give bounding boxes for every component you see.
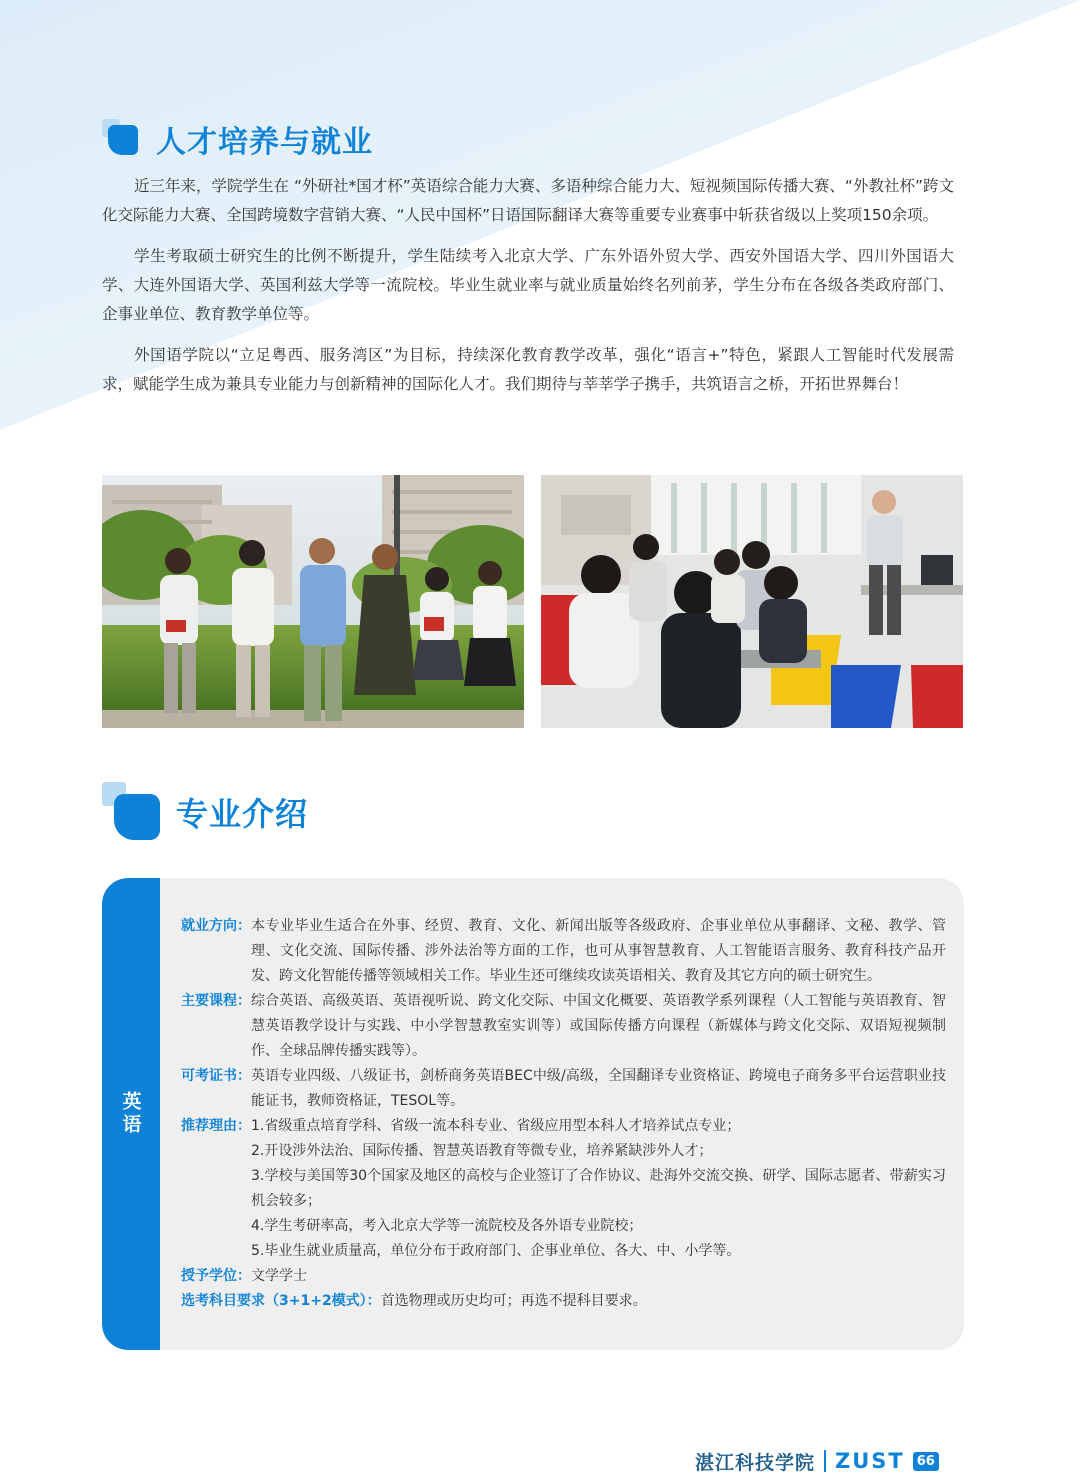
major-details	[181, 914, 946, 1314]
degree-row	[181, 1264, 946, 1289]
classroom-photo	[541, 475, 963, 728]
degree-label: 授予学位：	[181, 1268, 251, 1284]
intro-paragraph-3: 外国语学院以“立足粤西、服务湾区”为目标，持续深化教育教学改革，强化“语言+”特色，紧跟人工智能时代发展需求，赋能学生成为兼具专业能力与创新精神的国际化人才。我们期待与莘莘学子携手，共筑语言之桥，开拓世界舞台！	[102, 346, 954, 393]
footer-school-name: 湛江科技学院	[695, 1451, 816, 1474]
section-heading-majors	[102, 782, 308, 842]
page-number: 66	[913, 1452, 939, 1471]
subjects-text: 首选物理或历史均可；再选不提科目要求。	[380, 1293, 647, 1309]
intro-paragraph-2: 学生考取硕士研究生的比例不断提升，学生陆续考入北京大学、广东外语外贸大学、西安外国语大学、四川外国语大学、大连外国语大学、英国利兹大学等一流院校。毕业生就业率与就业质量始终名列前茅，学生分布在各级各类政府部门、企事业单位、教育教学单位等。	[102, 247, 954, 323]
degree-text: 文学学士	[251, 1268, 307, 1284]
employment-row	[181, 914, 946, 989]
major-card-english	[102, 878, 964, 1350]
reason-item: 4.学生考研率高，考入北京大学等一流院校及各外语专业院校；	[251, 1218, 643, 1234]
major-tab	[102, 878, 160, 1350]
footer-divider	[824, 1450, 826, 1472]
reason-item: 1.省级重点培育学科、省级一流本科专业、省级应用型本科人才培养试点专业；	[251, 1118, 741, 1134]
employment-text: 本专业毕业生适合在外事、经贸、教育、文化、新闻出版等各级政府、企事业单位从事翻译、文秘、教学、管理、文化交流、国际传播、涉外法治等方面的工作，也可从事智慧教育、人工智能语言服务、教育科技产品开发、跨文化智能传播等领域相关工作。毕业生还可继续攻读英语相关、教育及其它方向的硕士研究生。	[251, 918, 946, 984]
heading-marker-icon	[102, 119, 142, 159]
certificates-text: 英语专业四级、八级证书，剑桥商务英语BEC中级/高级，全国翻译专业资格证、跨境电子商务多平台运营职业技能证书，教师资格证，TESOL等。	[251, 1068, 946, 1109]
footer-brand-logo: ZUST	[835, 1449, 905, 1473]
subjects-label: 选考科目要求（3+1+2模式）：	[181, 1293, 381, 1309]
reason-item: 3.学校与美国等30个国家及地区的高校与企业签订了合作协议、赴海外交流交换、研学、国际志愿者、带薪实习机会较多；	[251, 1168, 946, 1209]
reason-item: 5.毕业生就业质量高，单位分布于政府部门、企事业单位、各大、中、小学等。	[251, 1243, 741, 1259]
certificates-label: 可考证书：	[181, 1068, 251, 1084]
section-heading-talent	[102, 117, 373, 161]
section-title: 专业介绍	[176, 795, 309, 833]
intro-paragraph-1: 近三年来，学院学生在 “外研社*国才杯”英语综合能力大赛、多语种综合能力大、短视频国际传播大赛、“外教社杯”跨文化交际能力大赛、全国跨境数字营销大赛、“人民中国杯”日语国际翻译大赛等重要专业赛事中斩获省级以上奖项150余项。	[102, 177, 954, 224]
students-walking-photo	[102, 475, 524, 728]
intro-text	[102, 172, 954, 411]
employment-label: 就业方向：	[181, 918, 251, 934]
courses-row	[181, 989, 946, 1064]
reasons-list	[251, 1114, 946, 1264]
courses-text: 综合英语、高级英语、英语视听说、跨文化交际、中国文化概要、英语教学系列课程（人工智能与英语教育、智慧英语教学设计与实践、中小学智慧教室实训等）或国际传播方向课程（新媒体与跨文化交际、双语短视频制作、全球品牌传播实践等）。	[251, 993, 946, 1059]
major-name: 英语	[119, 1091, 142, 1137]
heading-marker-icon	[102, 782, 162, 842]
section-title: 人才培养与就业	[156, 125, 373, 160]
subjects-row	[181, 1289, 946, 1314]
page-footer	[695, 1447, 939, 1475]
reason-item: 2.开设涉外法治、国际传播、智慧英语教育等微专业，培养紧缺涉外人才；	[251, 1143, 713, 1159]
reasons-label: 推荐理由：	[181, 1118, 251, 1134]
reasons-row	[181, 1114, 946, 1264]
courses-label: 主要课程：	[181, 993, 251, 1009]
certificates-row	[181, 1064, 946, 1114]
